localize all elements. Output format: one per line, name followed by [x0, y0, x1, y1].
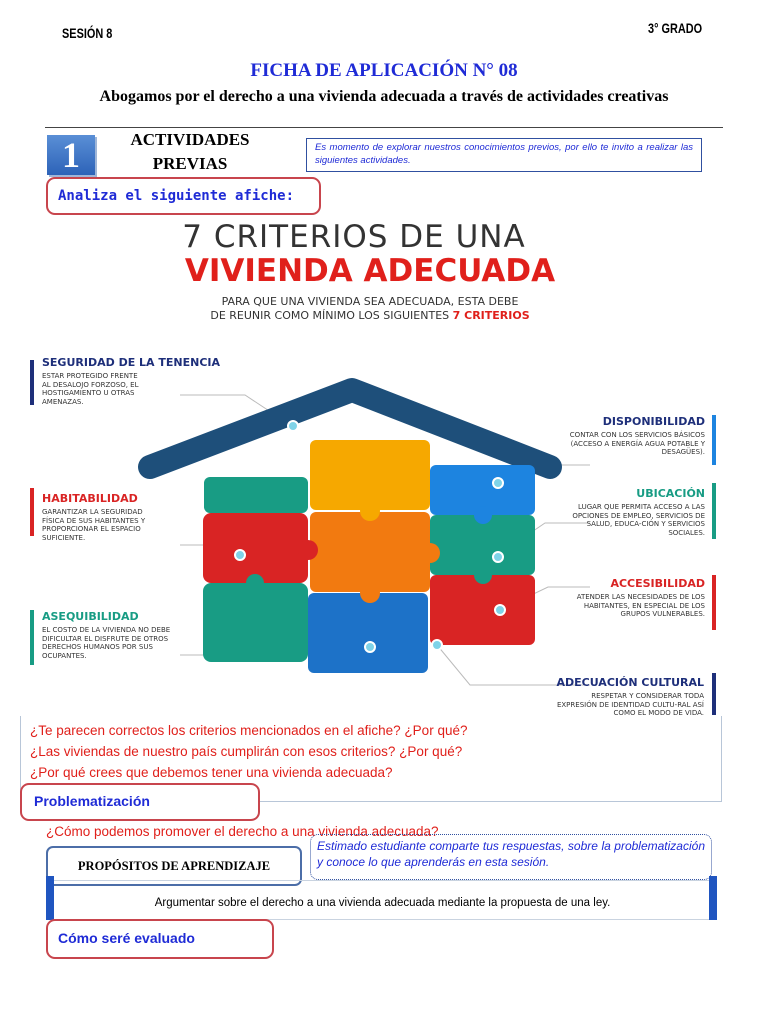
puzzle-piece-teal-top-left — [204, 477, 308, 513]
propositos-note: Estimado estudiante comparte tus respuestas, sobre la problematización y conoce lo que aprenderás en esta sesión. — [317, 839, 705, 869]
criterion-adecuacion-title: ADECUACIÓN CULTURAL — [556, 676, 704, 689]
bar-habitabilidad — [30, 488, 34, 536]
section-number: 1 — [62, 135, 80, 175]
purpose-left-accent — [46, 876, 54, 920]
puzzle-piece-red-right — [430, 575, 535, 645]
bar-seguridad — [30, 360, 34, 405]
propositos-note-box — [310, 834, 712, 880]
criterion-accesibilidad-desc: ATENDER LAS NECESIDADES DE LOS HABITANTES, EN ESPECIAL DE LOS GRUPOS VULNERABLES. — [576, 593, 705, 619]
bar-asequibilidad — [30, 610, 34, 665]
criterion-seguridad-desc: ESTAR PROTEGIDO FRENTE AL DESALOJO FORZOSO, EL HOSTIGAMIENTO U OTRAS AMENAZAS. — [42, 372, 139, 406]
criterion-disponibilidad-desc: CONTAR CON LOS SERVICIOS BÁSICOS (ACCESO A ENERGÍA AGUA POTABLE Y DESAGÜES). — [569, 431, 705, 457]
criterion-asequibilidad-title: ASEQUIBILIDAD — [42, 610, 139, 623]
section-heading — [120, 128, 260, 176]
puzzle-piece-red-left — [203, 513, 308, 583]
puzzle-piece-teal-left — [203, 583, 308, 662]
criterion-adecuacion — [510, 676, 704, 718]
bar-ubicacion — [712, 483, 716, 539]
poster-intro-highlight: 7 CRITERIOS — [452, 309, 530, 322]
poster-intro-line2: DE REUNIR COMO MÍNIMO LOS SIGUIENTES — [210, 309, 450, 322]
evaluado-box — [46, 919, 274, 959]
question-1: ¿Te parecen correctos los criterios mencionados en el afiche? ¿Por qué? — [30, 723, 468, 738]
poster-title-line2: VIVIENDA ADECUADA — [184, 253, 556, 289]
purpose-text: Argumentar sobre el derecho a una vivienda adecuada mediante la propuesta de una ley. — [154, 897, 611, 909]
criterion-accesibilidad — [555, 577, 705, 619]
problematizacion-label: Problematización — [34, 793, 150, 809]
intro-box — [306, 138, 702, 172]
puzzle-piece-yellow — [310, 440, 430, 510]
criterion-asequibilidad — [42, 610, 197, 660]
poster-title-line1: 7 CRITERIOS DE UNA — [182, 219, 526, 255]
evaluado-label: Cómo seré evaluado — [58, 930, 195, 946]
bar-disponibilidad — [712, 415, 716, 465]
grade-label: 3° GRADO — [648, 20, 703, 36]
analiza-box — [46, 177, 321, 215]
criterion-accesibilidad-title: ACCESIBILIDAD — [610, 577, 705, 590]
problematizacion-question: ¿Cómo podemos promover el derecho a una vivienda adecuada? — [46, 824, 439, 839]
page-subtitle: Abogamos por el derecho a una vivienda adecuada a través de actividades creativas — [99, 88, 669, 105]
criterion-habitabilidad — [42, 492, 192, 542]
bar-accesibilidad — [712, 575, 716, 630]
section-heading-line2: PREVIAS — [152, 154, 228, 173]
propositos-label: PROPÓSITOS DE APRENDIZAJE — [77, 859, 271, 873]
criterion-disponibilidad-title: DISPONIBILIDAD — [602, 415, 705, 428]
criterion-seguridad-title: SEGURIDAD DE LA TENENCIA — [42, 356, 221, 369]
session-label: SESIÓN 8 — [62, 25, 113, 41]
poster-intro-line1: PARA QUE UNA VIVIENDA SEA ADECUADA, ESTA DEBE — [221, 295, 519, 308]
criterion-disponibilidad — [555, 415, 705, 457]
section-heading-line1: ACTIVIDADES — [130, 130, 250, 149]
page-title: FICHA DE APLICACIÓN N° 08 — [250, 60, 518, 81]
purpose-right-accent — [709, 876, 717, 920]
criterion-seguridad — [42, 356, 221, 406]
intro-text: Es momento de explorar nuestros conocimientos previos, por ello te invito a realizar las siguientes actividades. — [315, 142, 693, 166]
puzzle-piece-teal-right — [430, 515, 535, 575]
puzzle-piece-blue-bottom — [308, 593, 428, 673]
puzzle-piece-orange — [310, 512, 430, 592]
poster — [0, 215, 768, 718]
criterion-ubicacion — [555, 487, 705, 537]
criterion-habitabilidad-desc: GARANTIZAR LA SEGURIDAD FÍSICA DE SUS HABITANTES Y PROPORCIONAR EL ESPACIO SUFICIENTE. — [42, 508, 146, 542]
question-3: ¿Por qué crees que debemos tener una vivienda adecuada? — [30, 765, 393, 780]
criterion-habitabilidad-title: HABITABILIDAD — [42, 492, 138, 505]
analiza-label: Analiza el siguiente afiche: — [58, 188, 295, 204]
problematizacion-box — [20, 783, 260, 821]
section-number-badge — [47, 135, 95, 175]
criterion-ubicacion-title: UBICACIÓN — [636, 487, 705, 500]
question-2: ¿Las viviendas de nuestro país cumplirán con esos criterios? ¿Por qué? — [30, 744, 463, 759]
questions-list — [30, 720, 467, 783]
criterion-adecuacion-desc: RESPETAR Y CONSIDERAR TODA EXPRESIÓN DE IDENTIDAD CULTU-RAL ASÍ COMO EL MODO DE VIDA. — [556, 692, 704, 718]
criterion-asequibilidad-desc: EL COSTO DE LA VIVIENDA NO DEBE DIFICULTAR EL DISFRUTE DE OTROS DERECHOS HUMANOS POR SUS OCUPANTES. — [42, 626, 171, 660]
bar-adecuacion — [712, 673, 716, 715]
criterion-ubicacion-desc: LUGAR QUE PERMITA ACCESO A LAS OPCIONES DE EMPLEO, SERVICIOS DE SALUD, EDUCA-CIÓN Y SERVICIOS SOCIALES. — [572, 503, 705, 537]
